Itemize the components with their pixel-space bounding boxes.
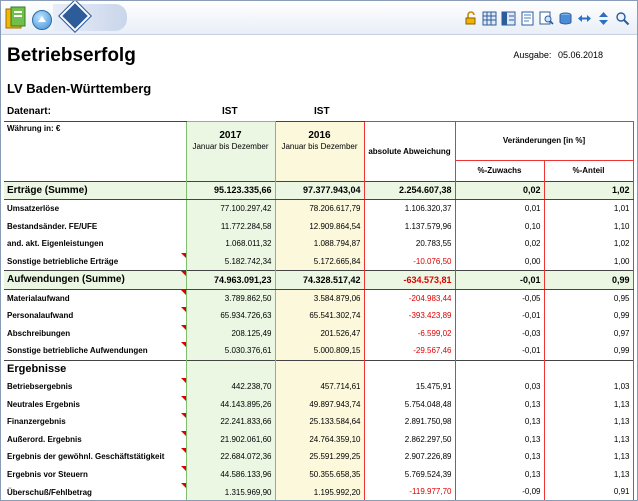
column-2016-period: Januar bis Dezember [281, 142, 358, 151]
value-2017[interactable]: 5.182.742,34 [186, 253, 275, 271]
table-row [4, 218, 633, 236]
value-zuwachs[interactable]: 0,10 [455, 218, 544, 236]
table-row [4, 289, 633, 307]
value-2016[interactable]: 1.088.794,87 [275, 235, 364, 253]
value-2017[interactable]: 21.902.061,60 [186, 431, 275, 449]
value-abweichung[interactable]: 15.475,91 [364, 378, 455, 396]
value-2016[interactable]: 74.328.517,42 [275, 271, 364, 290]
value-2016[interactable]: 65.541.302,74 [275, 307, 364, 325]
empty-cell-abweichung [364, 360, 455, 378]
empty-cell-2017 [186, 360, 275, 378]
ausgabe-date: 05.06.2018 [557, 50, 603, 60]
column-header-zuwachs[interactable]: %-Zuwachs [455, 160, 544, 181]
comment-marker-icon[interactable] [181, 483, 186, 488]
value-abweichung[interactable]: 2.907.226,89 [364, 448, 455, 466]
value-zuwachs[interactable]: -0,01 [455, 342, 544, 360]
table-row [4, 448, 633, 466]
value-zuwachs[interactable]: 0,01 [455, 200, 544, 218]
row-label: Betriebsergebnis [4, 378, 186, 396]
toolbar-left [5, 4, 131, 31]
comment-marker-icon[interactable] [181, 448, 186, 453]
column-header-2016[interactable] [275, 122, 364, 161]
row-label: Außerord. Ergebnis [4, 431, 186, 449]
value-2017[interactable]: 44.143.895,26 [186, 396, 275, 414]
value-anteil[interactable]: 1,01 [544, 200, 633, 218]
value-2016[interactable]: 78.206.617,79 [275, 200, 364, 218]
search-icon[interactable] [614, 10, 631, 27]
page-title: Betriebserfolg [7, 45, 136, 66]
value-2017[interactable]: 77.100.297,42 [186, 200, 275, 218]
value-2017[interactable]: 22.684.072,36 [186, 448, 275, 466]
preview-icon[interactable] [519, 10, 536, 27]
value-abweichung[interactable]: 20.783,55 [364, 235, 455, 253]
comment-marker-icon[interactable] [181, 325, 186, 330]
sort-icon[interactable] [595, 10, 612, 27]
value-anteil[interactable]: 1,13 [544, 448, 633, 466]
table-header-row [4, 122, 633, 161]
value-2017[interactable]: 44.586.133,96 [186, 466, 275, 484]
empty-cell-zuwachs [455, 360, 544, 378]
value-abweichung[interactable]: 2.891.750,98 [364, 413, 455, 431]
column-2016-year: 2016 [308, 130, 331, 141]
value-abweichung[interactable]: -634.573,81 [364, 271, 455, 290]
home-icon[interactable] [32, 10, 52, 30]
row-label: Neutrales Ergebnis [4, 396, 186, 414]
value-2017[interactable]: 442.238,70 [186, 378, 275, 396]
value-zuwachs[interactable]: 0,02 [455, 181, 544, 200]
value-anteil[interactable]: 0,99 [544, 307, 633, 325]
value-abweichung[interactable]: -10.076,50 [364, 253, 455, 271]
value-abweichung[interactable]: 5.769.524,39 [364, 466, 455, 484]
value-abweichung[interactable]: -204.983,44 [364, 289, 455, 307]
row-label: Ergebnis vor Steuern [4, 466, 186, 484]
report-table [4, 121, 634, 501]
value-zuwachs[interactable]: 0,00 [455, 253, 544, 271]
value-zuwachs[interactable]: 0,13 [455, 396, 544, 414]
table-row [4, 307, 633, 325]
value-anteil[interactable]: 0,99 [544, 271, 633, 290]
value-2017[interactable]: 74.963.091,23 [186, 271, 275, 290]
summary-row [4, 181, 633, 200]
table-row [4, 483, 633, 501]
zoom-icon[interactable] [538, 10, 555, 27]
value-anteil[interactable]: 1,13 [544, 431, 633, 449]
row-label: Sonstige betriebliche Erträge [4, 253, 186, 271]
comment-marker-icon[interactable] [181, 253, 186, 258]
value-zuwachs[interactable]: -0,01 [455, 271, 544, 290]
report-table-body [4, 122, 633, 501]
table-row [4, 413, 633, 431]
table-subheader-row [4, 160, 633, 181]
value-anteil[interactable]: 1,03 [544, 378, 633, 396]
subheader-spacer [4, 160, 186, 181]
comment-marker-icon[interactable] [181, 271, 186, 276]
value-abweichung[interactable]: 5.754.048,48 [364, 396, 455, 414]
ausgabe-label: Ausgabe: [513, 50, 552, 60]
value-anteil[interactable]: 1,02 [544, 181, 633, 200]
row-label: Umsatzerlöse [7, 204, 60, 214]
value-zuwachs[interactable]: 0,13 [455, 431, 544, 449]
value-2016[interactable]: 1.195.992,20 [275, 483, 364, 501]
row-label: Aufwendungen (Summe) [4, 271, 186, 290]
value-abweichung[interactable]: 2.862.297,50 [364, 431, 455, 449]
column-header-2017[interactable] [186, 122, 275, 161]
toolbar-right [462, 9, 631, 27]
table-row [4, 431, 633, 449]
toolbar [1, 1, 637, 35]
value-abweichung[interactable]: -29.567,46 [364, 342, 455, 360]
grid-icon[interactable] [481, 10, 498, 27]
column-header-abweichung[interactable]: absolute Abweichung [364, 122, 455, 182]
table-row [4, 200, 633, 218]
ist-label-2016: IST [314, 106, 330, 117]
table-row [4, 325, 633, 343]
value-2017[interactable]: 95.123.335,66 [186, 181, 275, 200]
subheader-2016-spacer [275, 160, 364, 181]
value-2016[interactable]: 3.584.879,06 [275, 289, 364, 307]
comment-marker-icon[interactable] [181, 307, 186, 312]
value-anteil[interactable]: 0,91 [544, 483, 633, 501]
comment-marker-icon[interactable] [181, 466, 186, 471]
section-label: Ergebnisse [4, 360, 186, 378]
value-2016[interactable]: 25.591.299,25 [275, 448, 364, 466]
comment-marker-icon[interactable] [181, 413, 186, 418]
value-abweichung[interactable]: -6.599,02 [364, 325, 455, 343]
report-content [1, 35, 637, 500]
value-2016[interactable]: 24.764.359,10 [275, 431, 364, 449]
value-abweichung[interactable]: 1.106.320,37 [364, 200, 455, 218]
value-anteil[interactable]: 0,99 [544, 342, 633, 360]
column-2017-year: 2017 [219, 130, 242, 141]
value-2017[interactable]: 208.125,49 [186, 325, 275, 343]
value-2017[interactable]: 65.934.726,63 [186, 307, 275, 325]
value-anteil[interactable]: 0,95 [544, 289, 633, 307]
value-zuwachs[interactable]: 0,13 [455, 413, 544, 431]
value-2017[interactable]: 1.315.969,90 [186, 483, 275, 501]
value-zuwachs[interactable]: 0,13 [455, 466, 544, 484]
value-2016[interactable]: 49.897.943,74 [275, 396, 364, 414]
table-row [4, 396, 633, 414]
value-abweichung[interactable]: -119.977,70 [364, 483, 455, 501]
summary-row [4, 271, 633, 290]
row-label: Personalaufwand [4, 307, 186, 325]
organization-title: LV Baden-Württemberg [7, 81, 152, 96]
value-anteil[interactable]: 1,10 [544, 218, 633, 236]
currency-label: Währung in: € [4, 122, 186, 161]
table-row [4, 253, 633, 271]
database-icon[interactable] [557, 10, 574, 27]
datenart-label: Datenart: [7, 106, 51, 117]
value-zuwachs[interactable]: -0,09 [455, 483, 544, 501]
column-header-veraenderungen: Veränderungen [in %] [455, 122, 633, 161]
value-2016[interactable]: 5.172.665,84 [275, 253, 364, 271]
value-anteil[interactable]: 1,13 [544, 466, 633, 484]
empty-cell-anteil [544, 360, 633, 378]
app-folder-icon[interactable] [5, 6, 27, 30]
row-label: Erträge (Summe) [4, 181, 186, 200]
ausgabe [513, 50, 603, 60]
comment-marker-icon[interactable] [181, 290, 186, 295]
row-label: Finanzergebnis [4, 413, 186, 431]
value-zuwachs[interactable]: -0,05 [455, 289, 544, 307]
value-2017[interactable]: 5.030.376,61 [186, 342, 275, 360]
value-anteil[interactable]: 1,13 [544, 396, 633, 414]
value-anteil[interactable]: 1,02 [544, 235, 633, 253]
value-anteil[interactable]: 0,97 [544, 325, 633, 343]
lock-icon[interactable] [462, 10, 479, 27]
row-label: Abschreibungen [4, 325, 186, 343]
value-anteil[interactable]: 1,00 [544, 253, 633, 271]
table-row [4, 342, 633, 360]
value-2016[interactable]: 25.133.584,64 [275, 413, 364, 431]
swap-icon[interactable] [576, 10, 593, 27]
empty-cell-2016 [275, 360, 364, 378]
row-label: Überschuß/Fehlbetrag [4, 483, 186, 501]
value-zuwachs[interactable]: -0,01 [455, 307, 544, 325]
value-abweichung[interactable]: 1.137.579,96 [364, 218, 455, 236]
column-2017-period: Januar bis Dezember [192, 142, 269, 151]
value-2017[interactable]: 3.789.862,50 [186, 289, 275, 307]
row-label: Bestandsänder. FE/UFE [7, 221, 98, 231]
value-2017[interactable]: 22.241.833,66 [186, 413, 275, 431]
value-2017[interactable]: 11.772.284,58 [186, 218, 275, 236]
table-row [4, 378, 633, 396]
table-row [4, 235, 633, 253]
row-label: and. akt. Eigenleistungen [7, 239, 104, 249]
comment-marker-icon[interactable] [181, 378, 186, 383]
value-abweichung[interactable]: 2.254.607,38 [364, 181, 455, 200]
value-anteil[interactable]: 1,13 [544, 413, 633, 431]
value-zuwachs[interactable]: 0,03 [455, 378, 544, 396]
value-2016[interactable]: 5.000.809,15 [275, 342, 364, 360]
row-label: Ergebnis der gewöhnl. Geschäftstätigkeit [4, 448, 186, 466]
value-zuwachs[interactable]: -0,03 [455, 325, 544, 343]
value-2016[interactable]: 97.377.943,04 [275, 181, 364, 200]
row-label: Sonstige betriebliche Aufwendungen [4, 342, 186, 360]
ist-label-2017: IST [222, 106, 238, 117]
value-abweichung[interactable]: -393.423,89 [364, 307, 455, 325]
value-2017[interactable]: 1.068.011,32 [186, 235, 275, 253]
value-2016[interactable]: 12.909.864,54 [275, 218, 364, 236]
value-2016[interactable]: 457.714,61 [275, 378, 364, 396]
subheader-2017-spacer [186, 160, 275, 181]
column-header-anteil[interactable]: %-Anteil [544, 160, 633, 181]
comment-marker-icon[interactable] [181, 431, 186, 436]
comment-marker-icon[interactable] [181, 342, 186, 347]
value-2016[interactable]: 50.355.658,35 [275, 466, 364, 484]
value-zuwachs[interactable]: 0,13 [455, 448, 544, 466]
table-row [4, 466, 633, 484]
comment-marker-icon[interactable] [181, 396, 186, 401]
column-icon[interactable] [500, 10, 517, 27]
row-label: Materialaufwand [4, 289, 186, 307]
value-zuwachs[interactable]: 0,02 [455, 235, 544, 253]
section-header-row [4, 360, 633, 378]
value-2016[interactable]: 201.526,47 [275, 325, 364, 343]
